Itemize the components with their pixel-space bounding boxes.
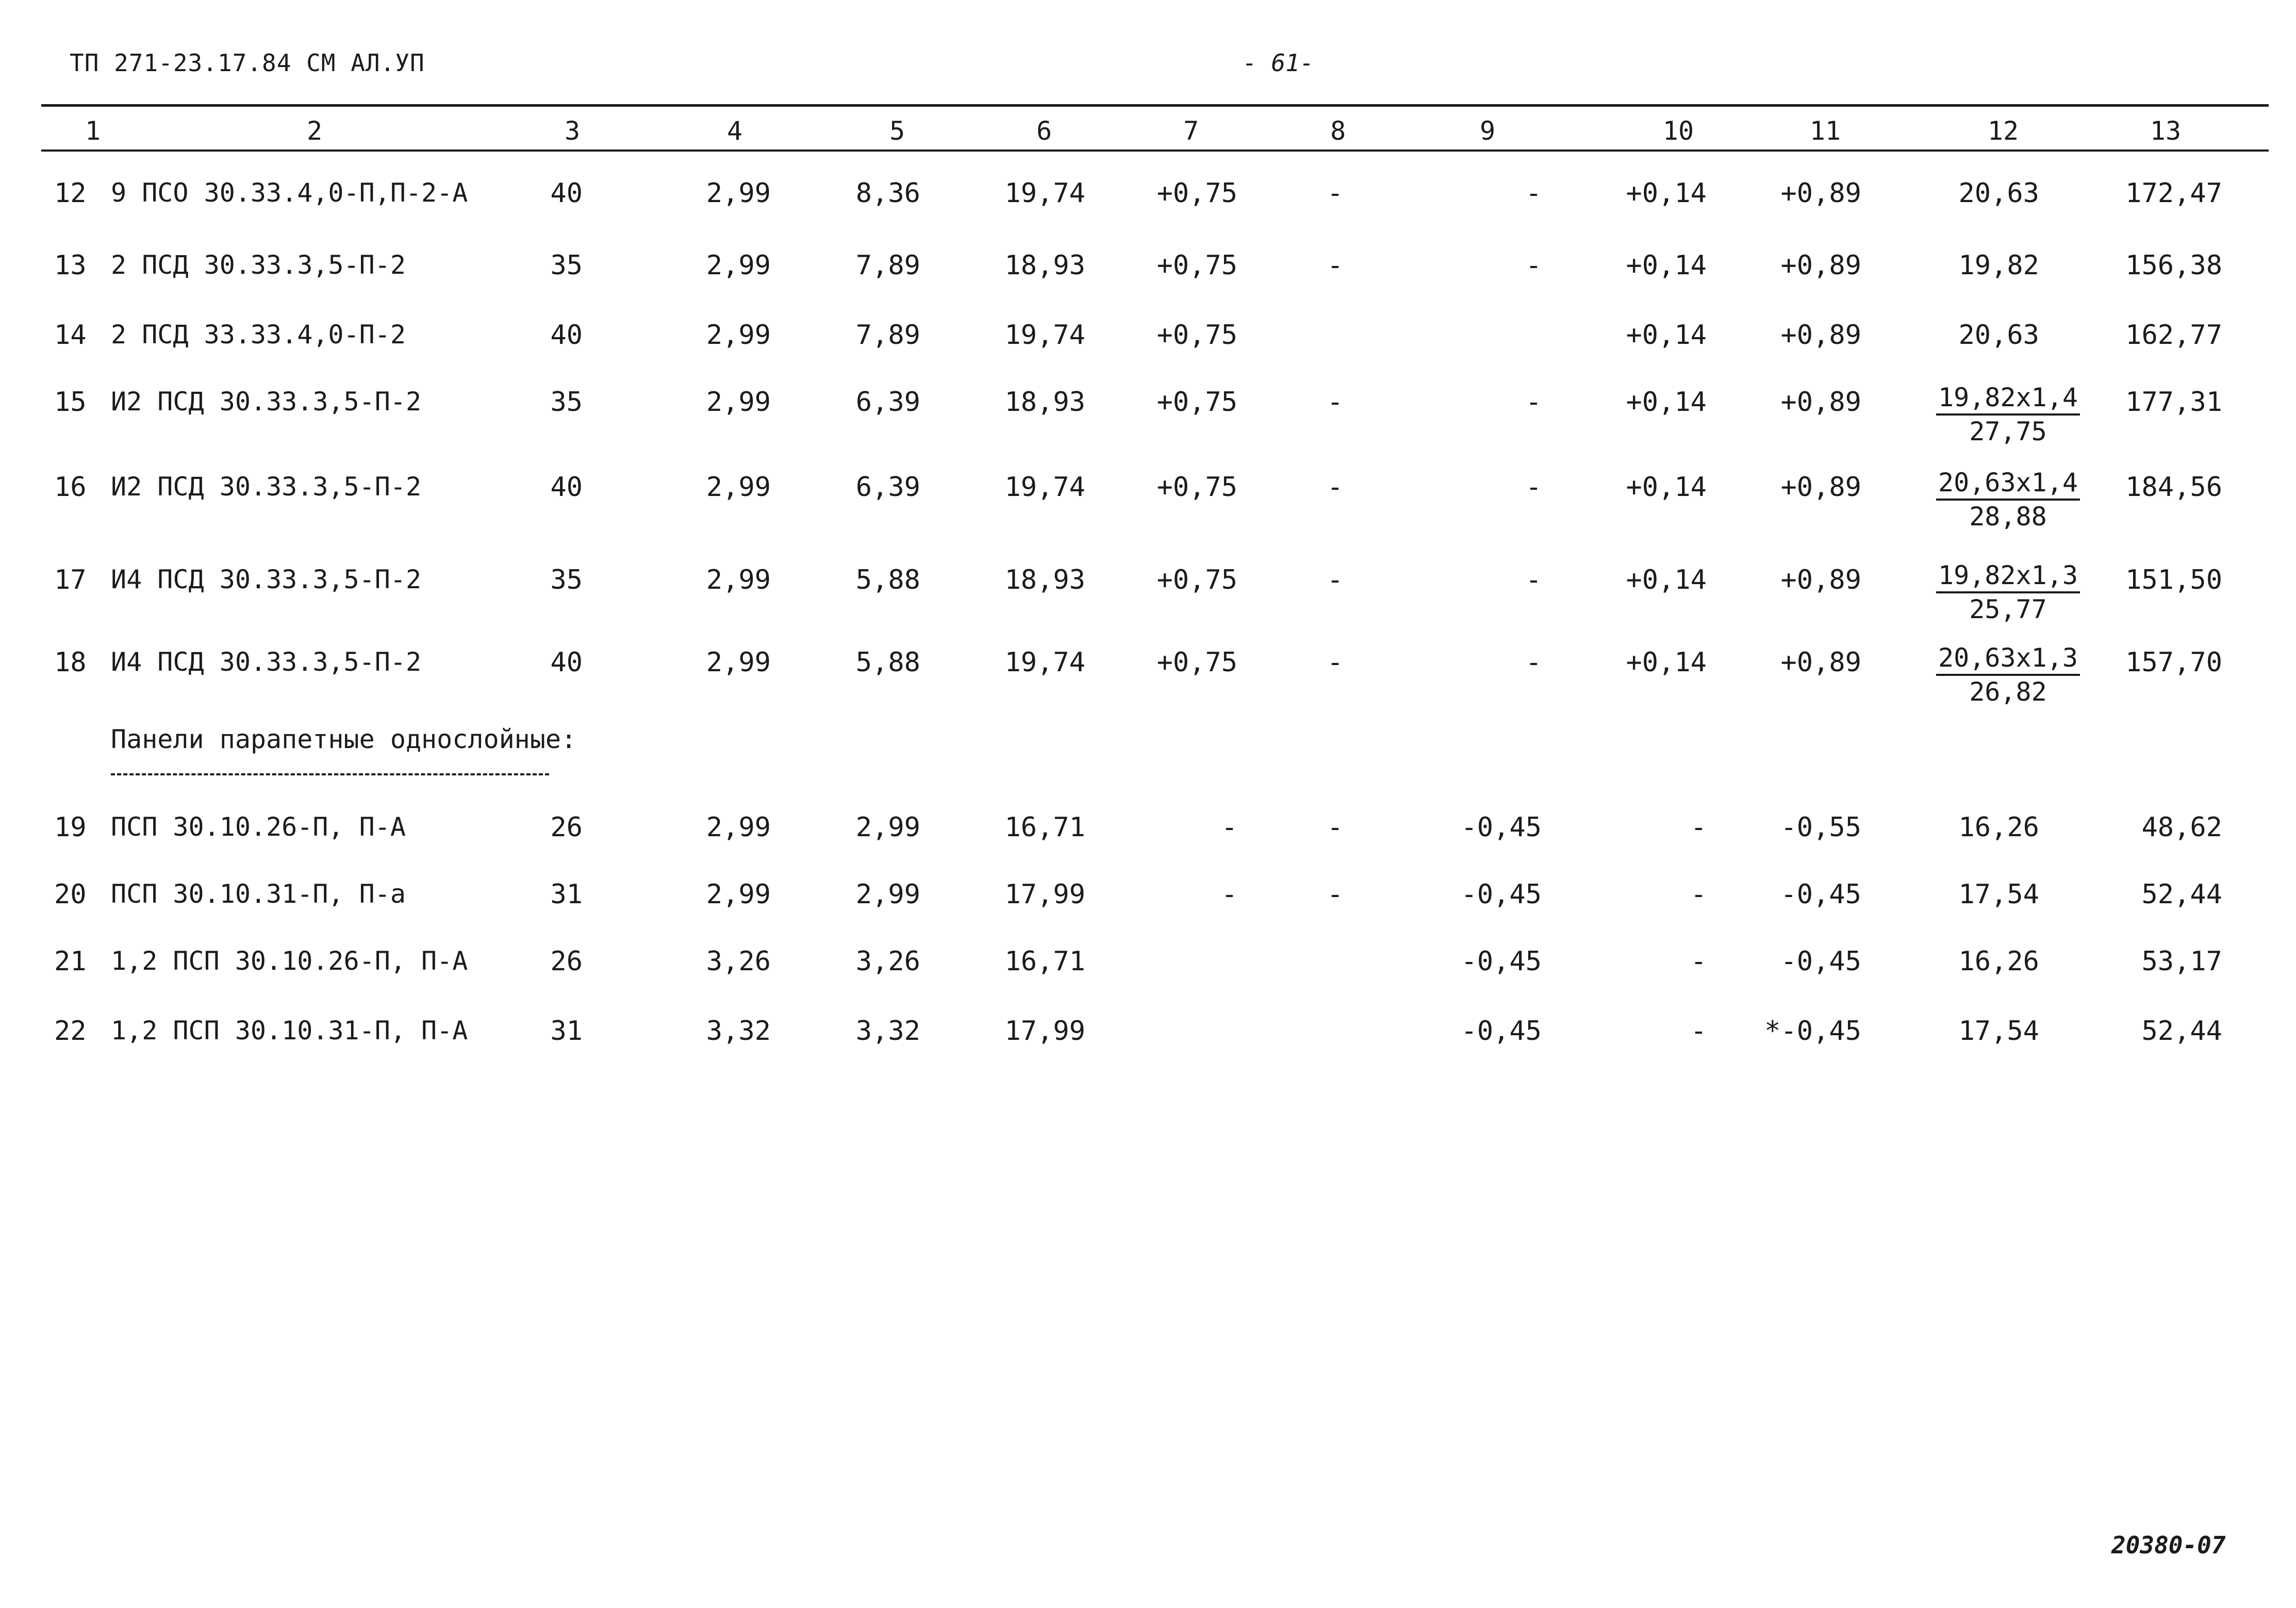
cell-c6: 16,71 — [1004, 946, 1085, 977]
fraction-numerator: 20,63х1,3 — [1936, 643, 2080, 676]
cell-c13: 157,70 — [2125, 647, 2222, 678]
cell-c3: 35 — [550, 387, 583, 418]
cell-c5: 5,88 — [855, 565, 920, 595]
cell-c7: +0,75 — [1157, 320, 1237, 351]
cell-c4: 2,99 — [706, 565, 771, 595]
cell-c10: +0,14 — [1626, 250, 1707, 281]
cell-c11: +0,89 — [1780, 320, 1861, 351]
cell-c12: 16,26 — [1958, 812, 2039, 843]
row-number: 16 — [54, 472, 87, 503]
column-number-1: 1 — [85, 116, 101, 146]
cell-c11: *-0,45 — [1764, 1016, 1861, 1047]
fraction-result: 26,82 — [1969, 677, 2047, 707]
cell-c6: 19,74 — [1004, 320, 1085, 351]
cell-c13: 172,47 — [2125, 178, 2222, 209]
cell-c7: - — [1221, 812, 1237, 843]
row-number: 14 — [54, 320, 87, 351]
cell-c6: 18,93 — [1004, 387, 1085, 418]
cell-c10: +0,14 — [1626, 320, 1707, 351]
cell-c12: 17,54 — [1958, 1016, 2039, 1047]
cell-c9: - — [1525, 565, 1542, 595]
column-number-5: 5 — [889, 116, 905, 146]
cell-c12: 17,54 — [1958, 879, 2039, 910]
item-name: ПСП 30.10.26-П, П-А — [111, 812, 406, 842]
cell-c9: -0,45 — [1461, 812, 1542, 843]
archive-stamp: 20380-07 — [2111, 1531, 2226, 1559]
fraction-cell — [1936, 560, 2080, 624]
column-number-12: 12 — [1987, 116, 2019, 146]
cell-c11: +0,89 — [1780, 250, 1861, 281]
cell-c9: -0,45 — [1461, 946, 1542, 977]
column-number-7: 7 — [1183, 116, 1199, 146]
cell-c11: +0,89 — [1780, 647, 1861, 678]
section-heading: Панели парапетные однослойные: — [111, 724, 577, 754]
cell-c4: 2,99 — [706, 472, 771, 503]
cell-c3: 40 — [550, 472, 583, 503]
cell-c7: +0,75 — [1157, 472, 1237, 503]
fraction-cell — [1936, 383, 2080, 446]
item-name: И4 ПСД 30.33.3,5-П-2 — [111, 647, 422, 677]
cell-c9: - — [1525, 472, 1542, 503]
cell-c7: +0,75 — [1157, 387, 1237, 418]
row-number: 12 — [54, 178, 87, 209]
cell-c5: 6,39 — [855, 387, 920, 418]
cell-c4: 2,99 — [706, 812, 771, 843]
cell-c8: - — [1327, 647, 1343, 678]
cell-c5: 7,89 — [855, 320, 920, 351]
cell-c8: - — [1327, 472, 1343, 503]
page-number: - 61- — [1243, 49, 1314, 77]
cell-c8: - — [1327, 565, 1343, 595]
cell-c13: 53,17 — [2141, 946, 2222, 977]
fraction-result: 27,75 — [1969, 417, 2047, 446]
column-number-13: 13 — [2150, 116, 2182, 146]
fraction-result: 28,88 — [1969, 502, 2047, 532]
cell-c9: - — [1525, 647, 1542, 678]
cell-c7: +0,75 — [1157, 178, 1237, 209]
cell-c10: +0,14 — [1626, 178, 1707, 209]
item-name: И2 ПСД 30.33.3,5-П-2 — [111, 387, 422, 417]
cell-c9: - — [1525, 250, 1542, 281]
cell-c13: 162,77 — [2125, 320, 2222, 351]
column-number-4: 4 — [726, 116, 743, 146]
item-name: И4 ПСД 30.33.3,5-П-2 — [111, 565, 422, 594]
cell-c3: 31 — [550, 879, 583, 910]
cell-c10: - — [1690, 812, 1707, 843]
cell-c8: - — [1327, 178, 1343, 209]
cell-c9: -0,45 — [1461, 1016, 1542, 1047]
item-name: ПСП 30.10.31-П, П-а — [111, 879, 406, 909]
cell-c4: 2,99 — [706, 178, 771, 209]
cell-c12: 19,82 — [1958, 250, 2039, 281]
fraction-numerator: 20,63х1,4 — [1936, 468, 2080, 501]
fraction-numerator: 19,82х1,3 — [1936, 560, 2080, 593]
cell-c9: -0,45 — [1461, 879, 1542, 910]
row-number: 21 — [54, 946, 87, 977]
cell-c8: - — [1327, 879, 1343, 910]
document-code: ТП 271-23.17.84 СМ АЛ.УП — [70, 49, 425, 77]
item-name: 1,2 ПСП 30.10.31-П, П-А — [111, 1016, 468, 1046]
cell-c10: - — [1690, 1016, 1707, 1047]
cell-c11: -0,55 — [1780, 812, 1861, 843]
item-name: 1,2 ПСП 30.10.26-П, П-А — [111, 946, 468, 976]
cell-c4: 2,99 — [706, 387, 771, 418]
cell-c10: - — [1690, 879, 1707, 910]
column-number-8: 8 — [1330, 116, 1346, 146]
column-number-11: 11 — [1809, 116, 1841, 146]
cell-c5: 2,99 — [855, 879, 920, 910]
cell-c8: - — [1327, 812, 1343, 843]
column-number-3: 3 — [564, 116, 581, 146]
cell-c6: 19,74 — [1004, 647, 1085, 678]
cell-c12: 16,26 — [1958, 946, 2039, 977]
cell-c8: - — [1327, 250, 1343, 281]
row-number: 13 — [54, 250, 87, 281]
cell-c10: +0,14 — [1626, 387, 1707, 418]
cell-c10: +0,14 — [1626, 472, 1707, 503]
cell-c9: - — [1525, 178, 1542, 209]
cell-c10: - — [1690, 946, 1707, 977]
cell-c7: +0,75 — [1157, 647, 1237, 678]
item-name: 2 ПСД 33.33.4,0-П-2 — [111, 320, 406, 350]
cell-c3: 40 — [550, 320, 583, 351]
cell-c5: 8,36 — [855, 178, 920, 209]
row-number: 20 — [54, 879, 87, 910]
cell-c13: 184,56 — [2125, 472, 2222, 503]
cell-c7: +0,75 — [1157, 250, 1237, 281]
cell-c10: +0,14 — [1626, 647, 1707, 678]
table-top-rule — [41, 104, 2269, 107]
cell-c5: 6,39 — [855, 472, 920, 503]
cell-c3: 35 — [550, 250, 583, 281]
item-name: 9 ПСО 30.33.4,0-П,П-2-А — [111, 178, 468, 208]
table-header-rule — [41, 150, 2269, 152]
cell-c4: 2,99 — [706, 879, 771, 910]
cell-c3: 26 — [550, 812, 583, 843]
cell-c4: 2,99 — [706, 647, 771, 678]
cell-c3: 26 — [550, 946, 583, 977]
cell-c11: -0,45 — [1780, 946, 1861, 977]
cell-c13: 151,50 — [2125, 565, 2222, 595]
cell-c5: 3,32 — [855, 1016, 920, 1047]
cell-c6: 17,99 — [1004, 1016, 1085, 1047]
row-number: 17 — [54, 565, 87, 595]
fraction-cell — [1936, 468, 2080, 532]
cell-c8: - — [1327, 387, 1343, 418]
cell-c13: 177,31 — [2125, 387, 2222, 418]
cell-c13: 52,44 — [2141, 1016, 2222, 1047]
cell-c13: 48,62 — [2141, 812, 2222, 843]
section-heading-underline — [111, 773, 549, 775]
cell-c6: 16,71 — [1004, 812, 1085, 843]
cell-c11: +0,89 — [1780, 565, 1861, 595]
cell-c5: 5,88 — [855, 647, 920, 678]
cell-c6: 19,74 — [1004, 178, 1085, 209]
cell-c4: 3,32 — [706, 1016, 771, 1047]
cell-c12: 20,63 — [1958, 178, 2039, 209]
cell-c7: - — [1221, 879, 1237, 910]
column-number-2: 2 — [306, 116, 323, 146]
cell-c12: 20,63 — [1958, 320, 2039, 351]
cell-c3: 40 — [550, 647, 583, 678]
cell-c11: +0,89 — [1780, 178, 1861, 209]
column-number-6: 6 — [1036, 116, 1052, 146]
cell-c5: 2,99 — [855, 812, 920, 843]
cell-c11: +0,89 — [1780, 387, 1861, 418]
cell-c5: 3,26 — [855, 946, 920, 977]
row-number: 22 — [54, 1016, 87, 1047]
cell-c13: 52,44 — [2141, 879, 2222, 910]
cell-c6: 18,93 — [1004, 565, 1085, 595]
cell-c10: +0,14 — [1626, 565, 1707, 595]
cell-c11: +0,89 — [1780, 472, 1861, 503]
cell-c13: 156,38 — [2125, 250, 2222, 281]
cell-c6: 18,93 — [1004, 250, 1085, 281]
fraction-result: 25,77 — [1969, 594, 2047, 624]
item-name: И2 ПСД 30.33.3,5-П-2 — [111, 472, 422, 502]
cell-c7: +0,75 — [1157, 565, 1237, 595]
cell-c6: 17,99 — [1004, 879, 1085, 910]
fraction-cell — [1936, 643, 2080, 707]
cell-c4: 3,26 — [706, 946, 771, 977]
column-number-10: 10 — [1662, 116, 1694, 146]
row-number: 19 — [54, 812, 87, 843]
item-name: 2 ПСД 30.33.3,5-П-2 — [111, 250, 406, 280]
row-number: 15 — [54, 387, 87, 418]
column-number-9: 9 — [1479, 116, 1496, 146]
cell-c6: 19,74 — [1004, 472, 1085, 503]
cell-c3: 31 — [550, 1016, 583, 1047]
row-number: 18 — [54, 647, 87, 678]
cell-c4: 2,99 — [706, 250, 771, 281]
cell-c3: 35 — [550, 565, 583, 595]
cell-c9: - — [1525, 387, 1542, 418]
fraction-numerator: 19,82х1,4 — [1936, 383, 2080, 416]
cell-c5: 7,89 — [855, 250, 920, 281]
cell-c4: 2,99 — [706, 320, 771, 351]
cell-c11: -0,45 — [1780, 879, 1861, 910]
cell-c3: 40 — [550, 178, 583, 209]
